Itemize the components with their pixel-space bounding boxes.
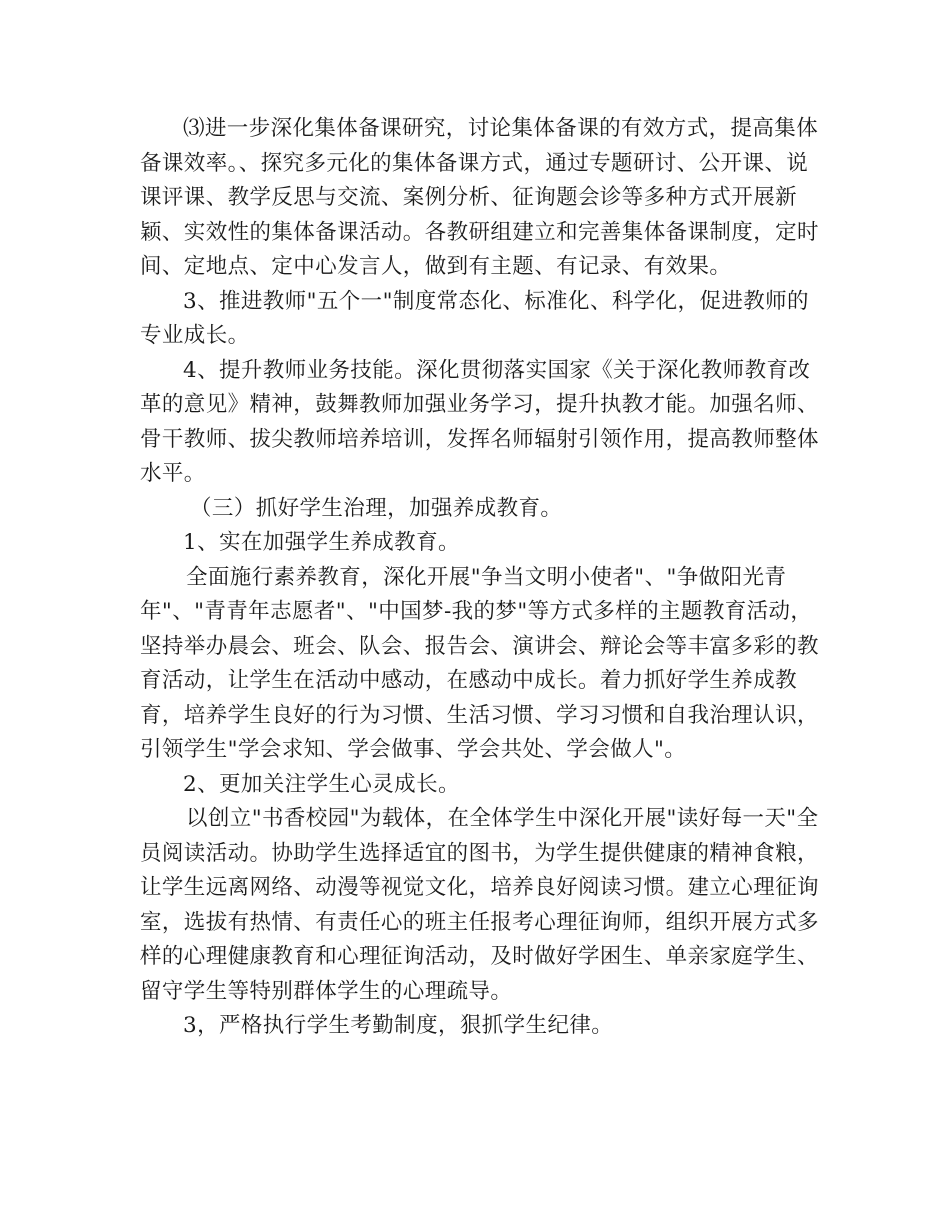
subheading-attendance-discipline: 3，严格执行学生考勤制度，狠抓学生纪律。	[183, 1013, 614, 1038]
paragraph-reading-campus: 以创立"书香校园"为载体，在全体学生中深化开展"读好每一天"全员阅读活动。协助学生选择适宜的图书，为学生提供健康的精神食粮，让学生远离网络、动漫等视觉文化，培养良好阅读习惯。建立心理征询室，选拔有热情、有责任心的班主任报考心理征询师，组织开展方式多样的心理健康教育和心理征询活动，及时做好学困生、单亲家庭学生、留守学生等特别群体学生的心理疏导。	[140, 806, 819, 1004]
subheading-mental-growth: 2、更加关注学生心灵成长。	[183, 771, 460, 797]
paragraph-quality-education: 全面施行素养教育，深化开展"争当文明小使者"、"争做阳光青年"、"青青年志愿者"、"中国梦-我的梦"等方式多样的主题教育活动，坚持举办晨会、班会、队会、报告会、演讲会、辩论会等丰富多彩的教育活动，让学生在活动中感动，在感动中成长。着力抓好学生养成教育，培养学生良好的行为习惯、生活习惯、学习习惯和自我治理认识，引领学生"学会求知、学会做事、学会共处、学会做人"。	[140, 564, 819, 762]
document-body	[140, 112, 830, 1044]
paragraph-teacher-skills: 4、提升教师业务技能。深化贯彻落实国家《关于深化教师教育改革的意见》精神，鼓舞教师加强业务学习，提升执教才能。加强名师、骨干教师、拔尖教师培养培训，发挥名师辐射引领作用，提高教师整体水平。	[140, 357, 819, 486]
paragraph-five-ones-system: 3、推进教师"五个一"制度常态化、标准化、科学化，促进教师的专业成长。	[140, 288, 809, 348]
section-heading-student-management: （三）抓好学生治理，加强养成教育。	[190, 495, 563, 521]
paragraph-collective-lesson-prep: ⑶进一步深化集体备课研究，讨论集体备课的有效方式，提高集体备课效率。、探究多元化的集体备课方式，通过专题研讨、公开课、说课评课、教学反思与交流、案例分析、征询题会诊等多种方式开展新颖、实效性的集体备课活动。各教研组建立和完善集体备课制度，定时间、定地点、定中心发言人，做到有主题、有记录、有效果。	[140, 116, 819, 279]
subheading-habit-education: 1、实在加强学生养成教育。	[183, 530, 460, 555]
